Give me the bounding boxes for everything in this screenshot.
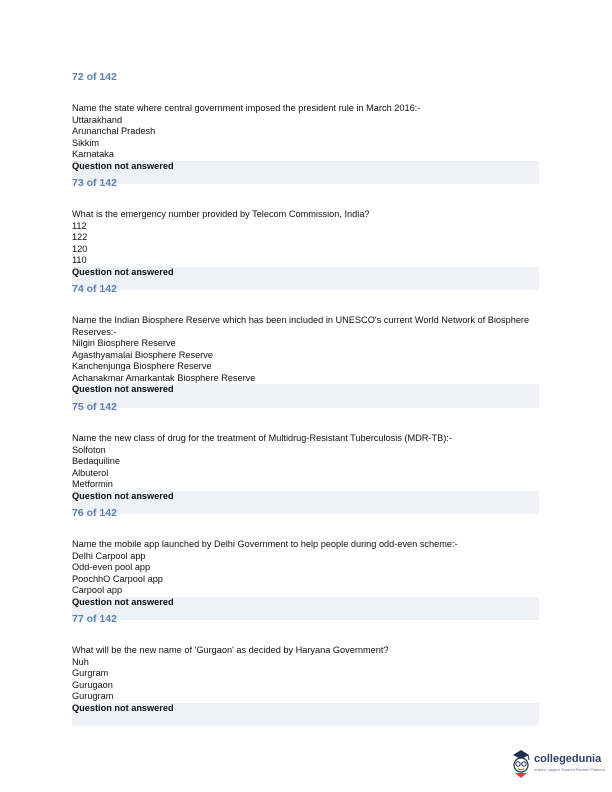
option: Carpool app bbox=[72, 585, 123, 595]
logo-name: collegedunia bbox=[534, 753, 602, 765]
option: Nuh bbox=[72, 656, 89, 667]
collegedunia-logo bbox=[508, 747, 608, 781]
question-block-72 bbox=[72, 71, 539, 184]
option: Kanchenjunga Biosphere Reserve bbox=[72, 361, 212, 371]
option: Bedaquiline bbox=[72, 456, 121, 466]
logo-tagline: India's Largest Student Review Platform bbox=[534, 767, 606, 772]
question-text: Name the state where central government imposed the president rule in March 2016:- bbox=[72, 103, 421, 113]
option: Gurgram bbox=[72, 668, 109, 678]
option: Solfoton bbox=[72, 444, 106, 455]
option: 112 bbox=[72, 220, 87, 231]
question-block-75 bbox=[72, 401, 539, 514]
option: Uttarakhand bbox=[72, 114, 123, 125]
question-text: Name the new class of drug for the treatment of Multidrug-Resistant Tuberculosis (MDR-TB):- bbox=[72, 433, 452, 443]
question-block-73 bbox=[72, 177, 539, 290]
option: Nilgiri Biosphere Reserve bbox=[72, 338, 176, 348]
question-text: Name the mobile app launched by Delhi Government to help people during odd-even scheme:- bbox=[72, 539, 458, 549]
option: Albuterol bbox=[72, 467, 109, 478]
question-number: 72 of 142 bbox=[72, 71, 117, 83]
answer-status: Question not answered bbox=[72, 267, 539, 291]
answer-status: Question not answered bbox=[72, 597, 539, 621]
option: Gurugram bbox=[72, 691, 114, 701]
answer-status: Question not answered bbox=[72, 384, 539, 408]
answer-status: Question not answered bbox=[72, 161, 539, 185]
option: 120 bbox=[72, 243, 88, 254]
mascot-icon bbox=[508, 747, 534, 779]
question-text: What will be the new name of 'Gurgaon' as decided by Haryana Government? bbox=[72, 645, 389, 655]
option: 122 bbox=[72, 232, 88, 242]
question-number: 75 of 142 bbox=[72, 401, 117, 413]
option: Delhi Carpool app bbox=[72, 550, 146, 561]
option: Gurugaon bbox=[72, 679, 113, 690]
option: Karnataka bbox=[72, 149, 114, 159]
option: 110 bbox=[72, 255, 87, 265]
question-number: 76 of 142 bbox=[72, 507, 117, 519]
question-block-77 bbox=[72, 613, 539, 726]
question-number: 74 of 142 bbox=[72, 283, 117, 295]
question-block-76 bbox=[72, 507, 539, 620]
answer-status: Question not answered bbox=[72, 491, 539, 515]
question-text: Name the Indian Biosphere Reserve which has been included in UNESCO's current World Network of Biosphere Reserves:- bbox=[72, 315, 530, 337]
option: Arunanchal Pradesh bbox=[72, 126, 156, 136]
option: Odd-even pool app bbox=[72, 562, 151, 572]
question-number: 77 of 142 bbox=[72, 613, 117, 625]
option: Achanakmar Amarkantak Biosphere Reserve bbox=[72, 372, 256, 383]
option: Sikkim bbox=[72, 137, 100, 148]
option: PoochhO Carpool app bbox=[72, 573, 163, 584]
option: Metformin bbox=[72, 479, 113, 489]
answer-status: Question not answered bbox=[72, 703, 539, 727]
question-number: 73 of 142 bbox=[72, 177, 117, 189]
question-text: What is the emergency number provided by Telecom Commission, India? bbox=[72, 209, 370, 219]
question-block-74 bbox=[72, 283, 539, 408]
option: Agasthyamalai Biosphere Reserve bbox=[72, 349, 213, 360]
